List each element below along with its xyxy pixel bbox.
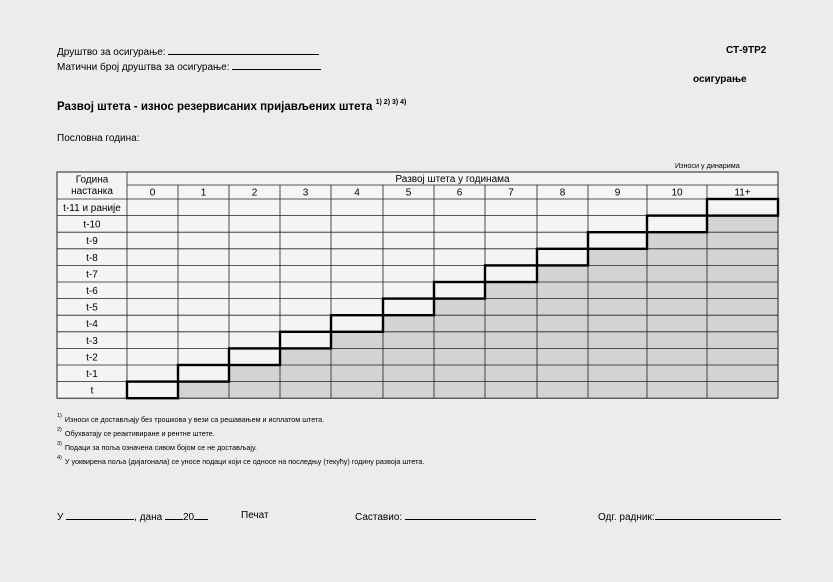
footnote-4 [57,457,424,466]
table-cell-gray [647,232,707,249]
table-cell[interactable] [127,249,178,266]
table-cell-gray [707,382,778,399]
table-cell-gray [229,382,280,399]
table-cell[interactable] [280,282,331,299]
row-label: t-8 [86,252,98,264]
table-cell-gray [647,382,707,399]
table-cell[interactable] [537,216,588,233]
year-header-line2: настанка [71,186,113,197]
compiled-line [355,510,536,523]
insurance-type: осигурање [693,74,747,85]
table-cell-gray [280,348,331,365]
table-cell-gray [588,249,647,266]
table-cell[interactable] [127,232,178,249]
table-cell-gray [229,365,280,382]
table-cell[interactable] [127,199,178,216]
row-label: t-4 [86,319,98,331]
table-cell[interactable] [229,299,280,316]
table-cell-gray [331,382,383,399]
column-header: 2 [251,187,258,199]
row-label: t [90,385,94,397]
table-cell[interactable] [331,299,383,316]
table-cell-gray [537,265,588,282]
table-cell-gray [647,265,707,282]
table-cell[interactable] [178,232,229,249]
column-header: 8 [559,187,566,199]
table-cell-gray [383,365,434,382]
table-cell[interactable] [383,232,434,249]
table-cell-diagonal[interactable] [485,265,537,282]
table-cell-diagonal[interactable] [383,299,434,316]
column-header: 3 [302,187,309,199]
table-cell-gray [707,265,778,282]
table-cell-gray [588,282,647,299]
table-cell[interactable] [229,282,280,299]
table-cell-gray [707,249,778,266]
table-cell[interactable] [280,199,331,216]
table-cell-gray [707,232,778,249]
date-field[interactable] [165,510,183,520]
currency-note: Износи у динарима [675,161,740,170]
table-cell[interactable] [485,216,537,233]
table-cell-gray [537,348,588,365]
column-header: 1 [200,187,207,199]
footnote-3-number: 3) [57,441,62,447]
table-cell[interactable] [229,199,280,216]
table-cell-gray [383,348,434,365]
row-label: t-3 [86,335,98,347]
column-header: 6 [456,187,463,199]
table-cell[interactable] [434,232,485,249]
table-cell[interactable] [178,315,229,332]
title-notes: 1) 2) 3) 4) [375,99,407,106]
column-header: 9 [614,187,621,199]
table-cell[interactable] [229,265,280,282]
table-cell[interactable] [485,249,537,266]
row-label: t-10 [83,219,101,231]
table-cell[interactable] [229,232,280,249]
footnote-4-number: 4) [57,455,62,461]
table-cell[interactable] [127,282,178,299]
row-label: t-6 [86,286,98,297]
table-cell[interactable] [537,232,588,249]
compiled-field[interactable] [405,510,536,520]
table-cell-gray [588,299,647,316]
stamp-label: Печат [241,510,269,521]
table-cell-gray [707,348,778,365]
footnote-2 [57,429,215,438]
table-cell-gray [434,348,485,365]
table-cell-gray [434,332,485,349]
column-header: 11+ [734,187,751,199]
table-cell[interactable] [127,216,178,233]
table-cell[interactable] [331,216,383,233]
table-cell-diagonal[interactable] [127,382,178,399]
place-date-line [57,510,208,523]
table-cell[interactable] [229,249,280,266]
table-cell-gray [434,299,485,316]
compiled-label: Саставио: [355,512,403,523]
footnote-4-text: У уоквирена поља (дијагонала) се уносе подаци који се односе на последњу (текућу) годину развоја штета. [64,457,425,466]
table-cell[interactable] [127,265,178,282]
table-cell[interactable] [127,365,178,382]
table-cell-gray [485,332,537,349]
table-cell[interactable] [485,232,537,249]
table-cell[interactable] [647,199,707,216]
table-cell-gray [280,382,331,399]
place-field[interactable] [66,510,134,520]
table-cell-gray [434,382,485,399]
table-cell-gray [537,382,588,399]
year-prefix: 20 [182,512,195,523]
table-cell-diagonal[interactable] [229,348,280,365]
table-cell[interactable] [178,249,229,266]
table-cell-gray [647,332,707,349]
date-label: , дана [134,512,163,523]
table-cell-gray [707,315,778,332]
responsible-label: Одг. радник: [598,512,655,523]
table-cell[interactable] [280,265,331,282]
footnote-3-text: Подаци за поља означена сивом бојом се не достављају. [64,443,257,452]
table-cell[interactable] [588,199,647,216]
table-cell[interactable] [434,265,485,282]
form-code: СТ-9ТР2 [726,45,767,56]
business-year-label: Пословна година: [57,133,140,144]
table-cell[interactable] [331,249,383,266]
table-cell[interactable] [383,265,434,282]
column-header: 7 [508,187,514,199]
table-cell[interactable] [588,216,647,233]
table-cell[interactable] [331,232,383,249]
table-cell-gray [485,348,537,365]
table-cell[interactable] [178,199,229,216]
place-prefix: У [57,512,64,523]
table-cell-gray [485,382,537,399]
table-cell-gray [485,365,537,382]
table-cell-diagonal[interactable] [178,365,229,382]
table-cell[interactable] [178,332,229,349]
table-cell[interactable] [331,282,383,299]
footnote-2-text: Обухватају се реактивиране и рентне штете. [64,429,215,438]
table-cell-gray [383,315,434,332]
table-cell[interactable] [127,315,178,332]
table-cell[interactable] [383,199,434,216]
responsible-line [598,510,781,523]
table-cell[interactable] [434,249,485,266]
footnote-1-number: 1) [57,413,62,419]
table-cell-diagonal[interactable] [588,232,647,249]
table-cell-diagonal[interactable] [280,332,331,349]
table-cell[interactable] [383,249,434,266]
company-label: Друштво за осигурање: [57,47,166,58]
year-field[interactable] [194,510,208,520]
table-cell-gray [588,332,647,349]
table-cell-gray [707,282,778,299]
table-cell-gray [707,365,778,382]
table-cell[interactable] [280,216,331,233]
table-cell-gray [485,299,537,316]
table-cell-gray [434,365,485,382]
table-cell[interactable] [229,216,280,233]
table-cell-gray [383,332,434,349]
table-cell[interactable] [331,199,383,216]
row-label: t-2 [86,352,98,364]
table-cell[interactable] [434,216,485,233]
table-cell[interactable] [178,348,229,365]
table-cell-gray [707,332,778,349]
footnote-1 [57,415,324,424]
table-cell[interactable] [178,265,229,282]
responsible-field[interactable] [655,510,781,520]
table-cell-gray [647,315,707,332]
row-label: t-11 и раније [63,203,121,214]
table-cell[interactable] [229,332,280,349]
table-cell-gray [537,315,588,332]
dev-header: Развој штета у годинама [395,174,510,185]
footnote-3 [57,443,257,452]
table-cell[interactable] [331,265,383,282]
table-cell-gray [647,299,707,316]
table-cell-gray [331,348,383,365]
table-cell[interactable] [127,332,178,349]
table-cell[interactable] [178,282,229,299]
column-header: 0 [149,187,156,199]
column-header: 4 [354,187,360,199]
table-cell-gray [647,365,707,382]
table-cell-diagonal[interactable] [707,199,778,216]
table-cell-gray [647,282,707,299]
table-cell-gray [537,282,588,299]
table-cell[interactable] [178,299,229,316]
table-cell[interactable] [537,199,588,216]
year-header-line1: Година [75,174,109,186]
table-cell[interactable] [127,348,178,365]
table-cell-gray [331,365,383,382]
table-cell-gray [537,332,588,349]
row-label: t-5 [86,302,98,314]
table-cell[interactable] [485,199,537,216]
column-header: 5 [405,187,412,199]
column-header: 10 [671,187,683,199]
table-cell[interactable] [229,315,280,332]
table-cell-gray [537,299,588,316]
row-label: t-7 [86,269,98,281]
reg-number-label: Матични број друштва за осигурање: [57,62,230,73]
table-cell[interactable] [178,216,229,233]
table-cell-gray [588,382,647,399]
table-cell-diagonal[interactable] [434,282,485,299]
table-cell-gray [707,216,778,233]
table-cell-diagonal[interactable] [331,315,383,332]
table-cell[interactable] [383,216,434,233]
table-cell-diagonal[interactable] [537,249,588,266]
table-cell-gray [647,348,707,365]
table-cell-gray [280,365,331,382]
footnote-2-number: 2) [57,427,62,433]
table-cell-gray [707,299,778,316]
table-cell-gray [588,365,647,382]
table-cell[interactable] [280,315,331,332]
table-cell[interactable] [434,199,485,216]
table-cell[interactable] [280,299,331,316]
table-cell-gray [331,332,383,349]
table-cell-gray [647,249,707,266]
table-cell-gray [434,315,485,332]
table-cell[interactable] [280,232,331,249]
title-text: Развој штета - износ резервисаних пријављених штета [57,101,373,113]
table-cell-gray [588,315,647,332]
table-cell-gray [588,348,647,365]
footnote-1-text: Износи се достављају без трошкова у вези са решавањем и исплатом штета. [64,415,325,424]
table-cell-gray [588,265,647,282]
table-cell[interactable] [127,299,178,316]
table-cell-gray [485,315,537,332]
row-label: t-1 [86,369,98,380]
table-cell[interactable] [383,282,434,299]
table-cell[interactable] [280,249,331,266]
table-cell-diagonal[interactable] [647,216,707,233]
row-label: t-9 [86,236,98,248]
table-cell-gray [537,365,588,382]
table-cell-gray [485,282,537,299]
table-cell-gray [383,382,434,399]
table-cell-gray [178,382,229,399]
